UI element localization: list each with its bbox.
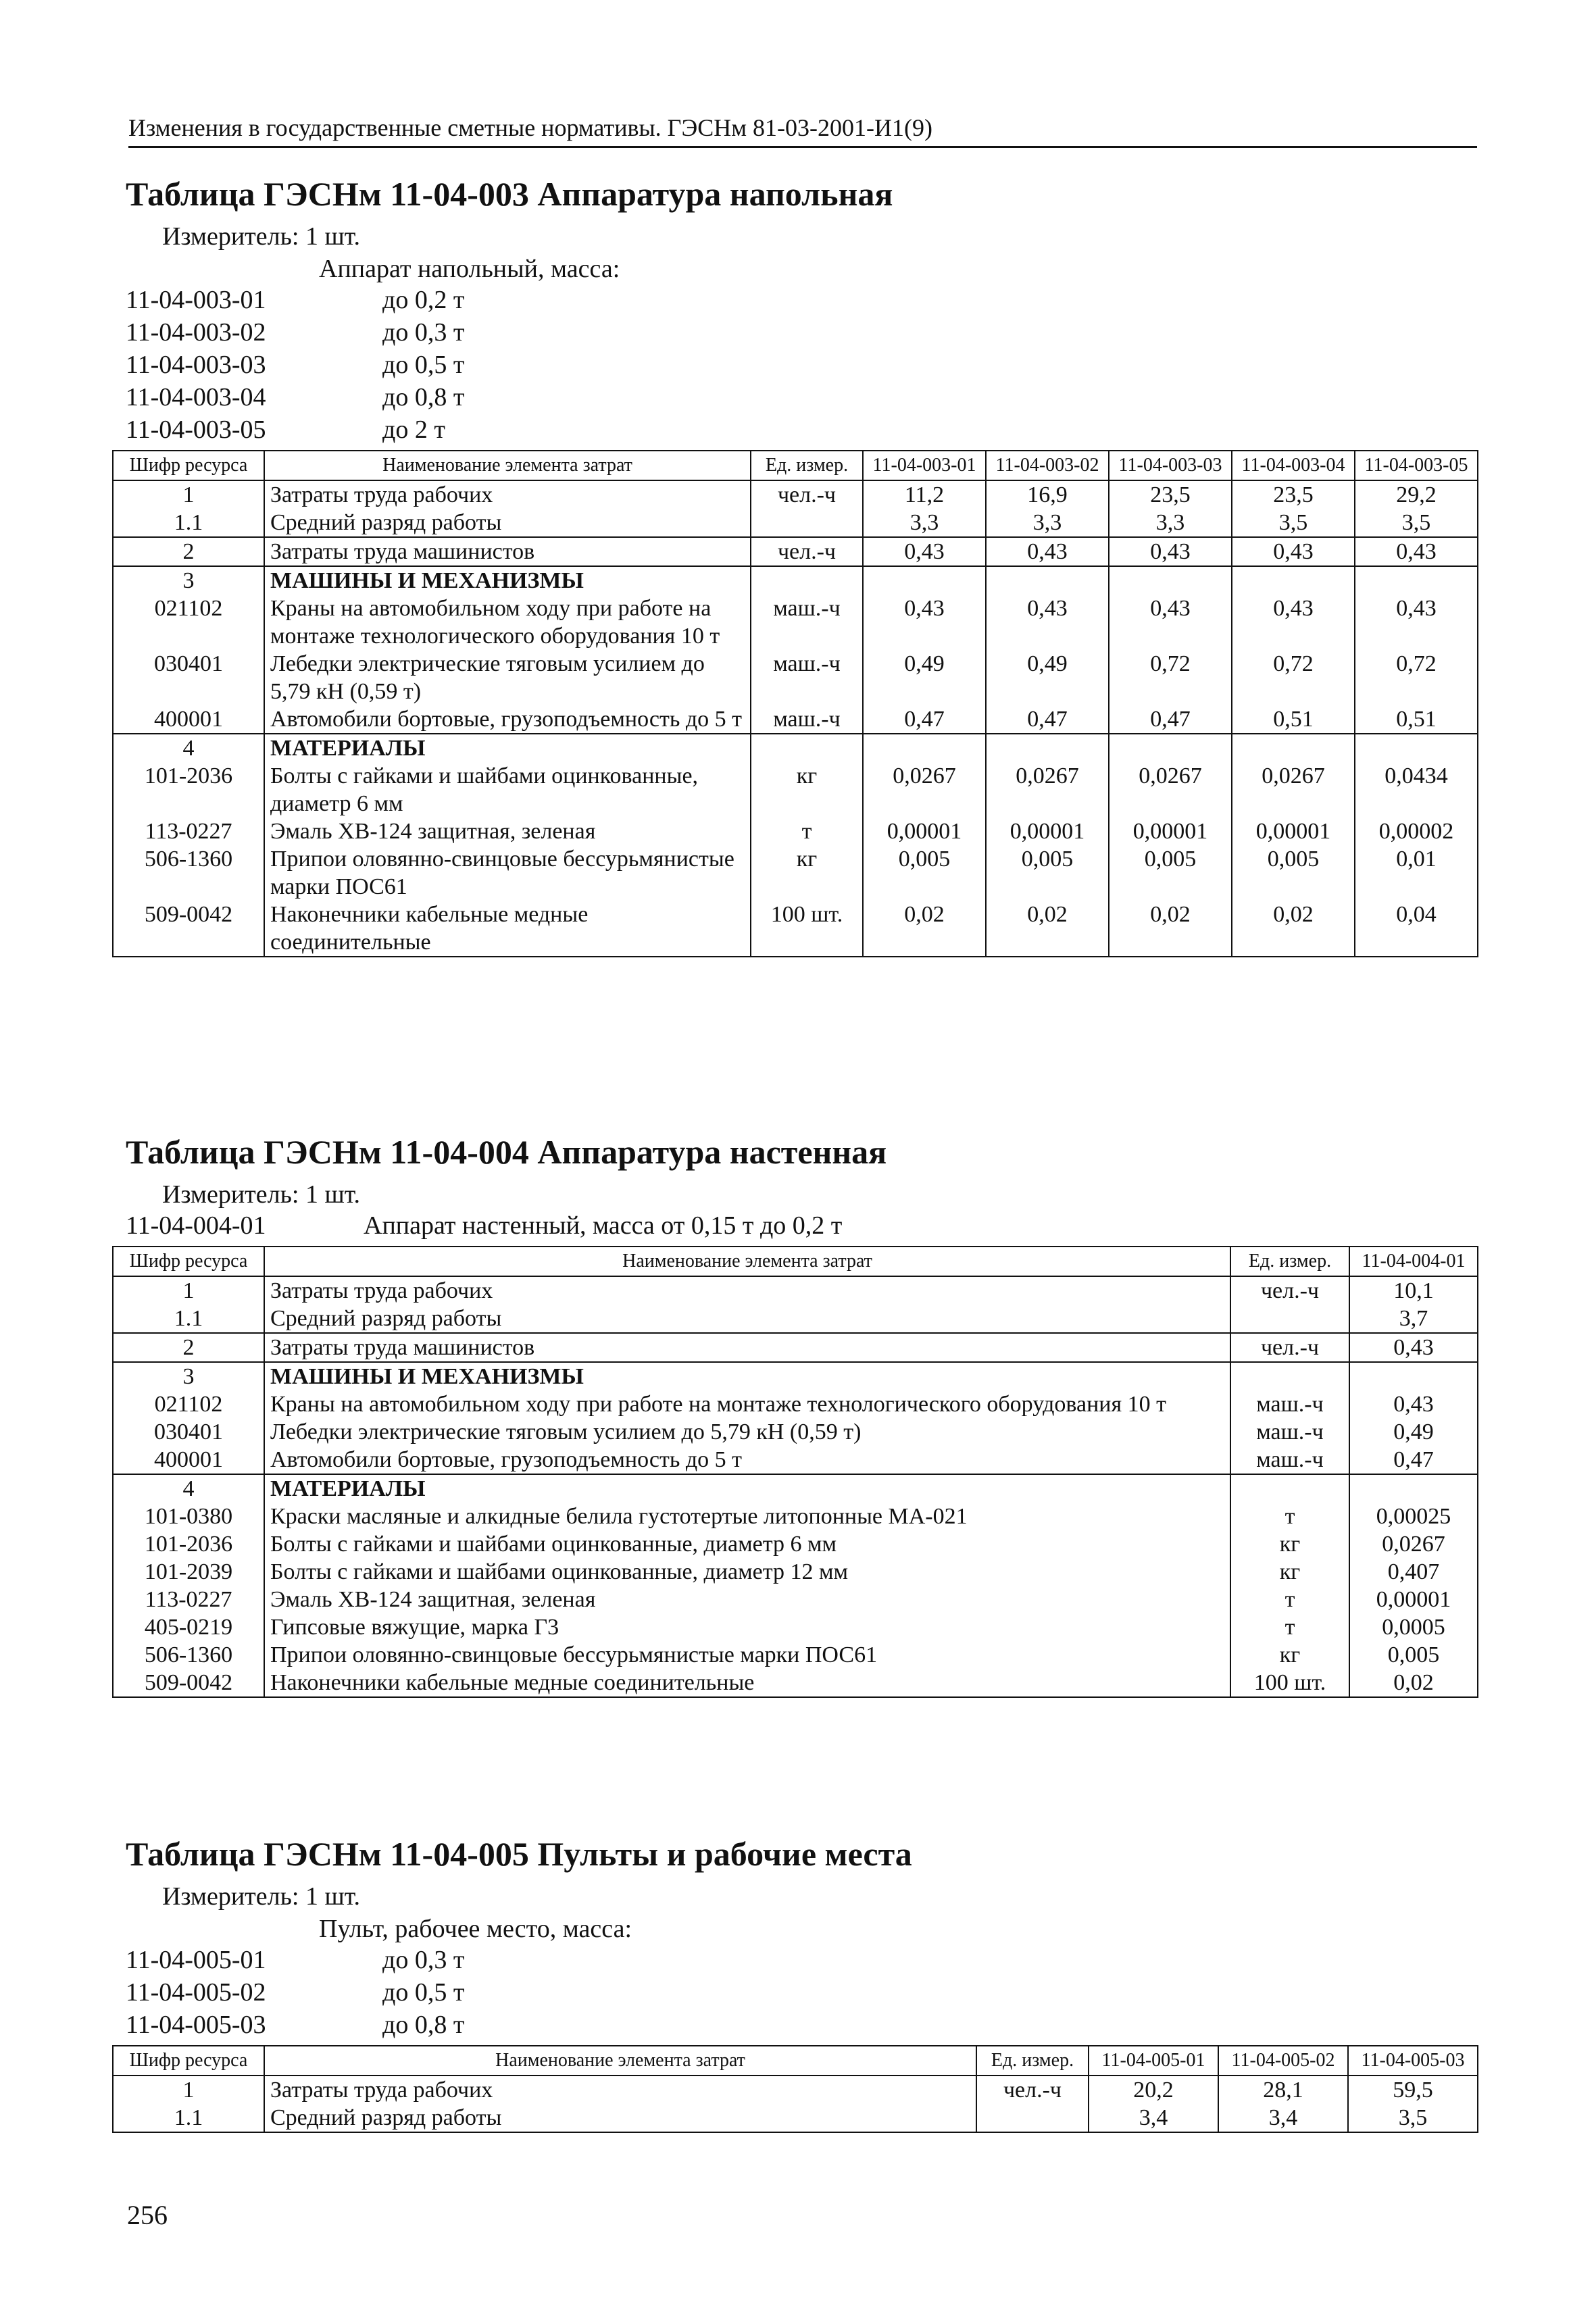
resource-name: Средний разряд работы [264, 1305, 1230, 1333]
table-row [113, 2104, 1478, 2132]
resource-code: 1.1 [113, 2104, 264, 2132]
norm-value: 0,0267 [863, 762, 986, 818]
header-code: Шифр ресурса [113, 1247, 264, 1276]
norm-value: 0,00001 [863, 818, 986, 845]
resource-name: Затраты труда рабочих [264, 2076, 976, 2104]
resource-name: Затраты труда рабочих [264, 1276, 1230, 1305]
header-norm-code: 11-04-005-02 [1218, 2046, 1348, 2076]
header-norm-code: 11-04-003-02 [986, 451, 1109, 480]
table-row [113, 566, 1478, 595]
norm-value [1349, 1474, 1478, 1503]
table-row [113, 1333, 1478, 1362]
resource-name: Эмаль ХВ-124 защитная, зеленая [264, 1586, 1230, 1613]
variant-value: до 0,8 т [382, 2011, 465, 2039]
table-row [113, 595, 1478, 650]
norm-value: 3,3 [1109, 509, 1232, 537]
resource-code: 1 [113, 2076, 264, 2104]
table-row [113, 1446, 1478, 1474]
resource-code: 1.1 [113, 1305, 264, 1333]
resource-unit: кг [751, 762, 863, 818]
table-row [113, 1503, 1478, 1530]
norm-value: 0,00001 [1232, 818, 1355, 845]
norm-value [1355, 734, 1478, 762]
norm-value [1355, 566, 1478, 595]
norm-value [1109, 734, 1232, 762]
variant-row [112, 349, 1477, 381]
variant-value: до 0,5 т [382, 1978, 465, 2007]
header-name: Наименование элемента затрат [264, 451, 751, 480]
norm-value [1232, 734, 1355, 762]
norm-value [1109, 566, 1232, 595]
resource-unit: чел.-ч [1230, 1276, 1349, 1305]
variant-row [112, 1976, 1477, 2009]
table-row [113, 845, 1478, 901]
meter-label: Измеритель: 1 шт. [162, 1882, 360, 1911]
resource-unit [751, 566, 863, 595]
norm-value: 0,0434 [1355, 762, 1478, 818]
resource-name: Болты с гайками и шайбами оцинкованные, диаметр 6 мм [264, 762, 751, 818]
variant-list [112, 284, 1477, 446]
norm-value: 23,5 [1109, 480, 1232, 509]
norm-value: 0,47 [1349, 1446, 1478, 1474]
subhead: Пульт, рабочее место, масса: [319, 1915, 632, 1943]
norm-value: 0,43 [863, 537, 986, 566]
norm-value: 0,0267 [1232, 762, 1355, 818]
running-header: Изменения в государственные сметные нормативы. ГЭСНм 81-03-2001-И1(9) [128, 114, 1477, 148]
variant-list [112, 1944, 1477, 2041]
norm-value [863, 734, 986, 762]
header-unit: Ед. измер. [976, 2046, 1089, 2076]
header-name: Наименование элемента затрат [264, 1247, 1230, 1276]
norm-value: 0,72 [1232, 650, 1355, 705]
resource-unit [976, 2104, 1089, 2132]
resource-code: 2 [113, 1333, 264, 1362]
variant-row [112, 381, 1477, 413]
norm-value: 0,72 [1355, 650, 1478, 705]
norm-value: 0,49 [1349, 1418, 1478, 1446]
resource-code: 1 [113, 1276, 264, 1305]
resource-unit: 100 шт. [1230, 1669, 1349, 1697]
table-row [113, 1613, 1478, 1641]
norm-value: 28,1 [1218, 2076, 1348, 2104]
norm-value: 0,005 [863, 845, 986, 901]
resource-unit: кг [1230, 1530, 1349, 1558]
norm-value: 0,02 [863, 901, 986, 957]
table-row [113, 734, 1478, 762]
norm-value: 0,005 [1109, 845, 1232, 901]
resource-code: 4 [113, 1474, 264, 1503]
resource-name: Гипсовые вяжущие, марка Г3 [264, 1613, 1230, 1641]
meter-label: Измеритель: 1 шт. [162, 222, 360, 251]
norm-value: 0,0005 [1349, 1613, 1478, 1641]
variant-list [112, 1209, 1477, 1242]
table-row [113, 1276, 1478, 1305]
norm-value: 3,3 [863, 509, 986, 537]
table-row [113, 2076, 1478, 2104]
norm-value: 0,51 [1355, 705, 1478, 734]
resource-name: Краны на автомобильном ходу при работе на монтаже технологического оборудования 10 т [264, 1390, 1230, 1418]
header-row [113, 1247, 1478, 1276]
norm-value [1232, 566, 1355, 595]
norm-value: 0,00025 [1349, 1503, 1478, 1530]
variant-code: 11-04-005-01 [126, 1946, 266, 1974]
resource-code: 506-1360 [113, 1641, 264, 1669]
norm-value: 0,00001 [1349, 1586, 1478, 1613]
norm-value: 0,0267 [986, 762, 1109, 818]
norm-value: 10,1 [1349, 1276, 1478, 1305]
header-code: Шифр ресурса [113, 2046, 264, 2076]
resource-code: 509-0042 [113, 1669, 264, 1697]
resource-name: Затраты труда машинистов [264, 537, 751, 566]
variant-code: 11-04-003-05 [126, 416, 266, 444]
norm-value: 0,43 [986, 537, 1109, 566]
resource-table [112, 450, 1478, 957]
resource-unit [751, 734, 863, 762]
resource-unit: т [751, 818, 863, 845]
norm-value: 0,00001 [1109, 818, 1232, 845]
norm-value: 0,43 [1349, 1333, 1478, 1362]
norm-value: 59,5 [1348, 2076, 1478, 2104]
variant-code: 11-04-003-01 [126, 286, 266, 314]
norm-value [986, 566, 1109, 595]
resource-name: МАТЕРИАЛЫ [264, 1474, 1230, 1503]
header-norm-code: 11-04-003-01 [863, 451, 986, 480]
resource-code: 3 [113, 566, 264, 595]
resource-table [112, 1246, 1478, 1698]
header-unit: Ед. измер. [1230, 1247, 1349, 1276]
resource-name: Затраты труда рабочих [264, 480, 751, 509]
norm-value: 0,72 [1109, 650, 1232, 705]
norm-value: 3,5 [1348, 2104, 1478, 2132]
norm-value: 0,43 [1109, 595, 1232, 650]
resource-unit [1230, 1362, 1349, 1390]
norm-value: 0,005 [986, 845, 1109, 901]
resource-unit: маш.-ч [751, 595, 863, 650]
variant-row [112, 1209, 1477, 1242]
norm-value: 0,43 [986, 595, 1109, 650]
resource-code: 400001 [113, 1446, 264, 1474]
variant-code: 11-04-005-03 [126, 2011, 266, 2039]
norm-value: 0,00001 [986, 818, 1109, 845]
table-row [113, 901, 1478, 957]
table-row [113, 762, 1478, 818]
norm-value: 0,005 [1232, 845, 1355, 901]
resource-code: 1.1 [113, 509, 264, 537]
resource-name: Краски масляные и алкидные белила густотертые литопонные МА-021 [264, 1503, 1230, 1530]
resource-unit: чел.-ч [1230, 1333, 1349, 1362]
variant-code: 11-04-003-03 [126, 351, 266, 379]
resource-unit: 100 шт. [751, 901, 863, 957]
resource-name: Автомобили бортовые, грузоподъемность до 5 т [264, 705, 751, 734]
variant-value: до 0,3 т [382, 1946, 465, 1974]
resource-code: 113-0227 [113, 1586, 264, 1613]
norm-value: 0,47 [863, 705, 986, 734]
norm-value: 23,5 [1232, 480, 1355, 509]
norm-value: 3,5 [1232, 509, 1355, 537]
resource-unit: т [1230, 1503, 1349, 1530]
norm-value: 0,49 [863, 650, 986, 705]
norm-value: 0,005 [1349, 1641, 1478, 1669]
resource-code: 101-2036 [113, 1530, 264, 1558]
norm-value: 0,43 [1355, 537, 1478, 566]
table-title: Таблица ГЭСНм 11-04-003 Аппаратура напольная [126, 175, 893, 213]
resource-unit: маш.-ч [751, 650, 863, 705]
norm-value: 3,4 [1089, 2104, 1218, 2132]
header-row [113, 451, 1478, 480]
resource-code: 506-1360 [113, 845, 264, 901]
table-row [113, 1641, 1478, 1669]
resource-code: 101-2036 [113, 762, 264, 818]
table-row [113, 1530, 1478, 1558]
variant-code: 11-04-003-04 [126, 383, 266, 411]
section-11-04-003 [112, 174, 1477, 957]
resource-name: Болты с гайками и шайбами оцинкованные, диаметр 12 мм [264, 1558, 1230, 1586]
norm-value: 0,43 [1349, 1390, 1478, 1418]
resource-name: Наконечники кабельные медные соединительные [264, 901, 751, 957]
norm-value: 3,3 [986, 509, 1109, 537]
resource-unit [1230, 1474, 1349, 1503]
resource-code: 113-0227 [113, 818, 264, 845]
resource-unit: чел.-ч [751, 537, 863, 566]
variant-value: до 0,3 т [382, 318, 465, 347]
norm-value: 16,9 [986, 480, 1109, 509]
resource-code: 021102 [113, 1390, 264, 1418]
header-norm-code: 11-04-005-01 [1089, 2046, 1218, 2076]
resource-name: МАШИНЫ И МЕХАНИЗМЫ [264, 566, 751, 595]
resource-name: Краны на автомобильном ходу при работе на монтаже технологического оборудования 10 т [264, 595, 751, 650]
table-row [113, 537, 1478, 566]
subhead: Аппарат напольный, масса: [319, 255, 620, 283]
resource-unit: маш.-ч [751, 705, 863, 734]
table-row [113, 509, 1478, 537]
norm-value: 0,43 [1355, 595, 1478, 650]
resource-table [112, 2045, 1478, 2133]
resource-name: Средний разряд работы [264, 509, 751, 537]
variant-value: до 0,5 т [382, 351, 465, 379]
table-row [113, 650, 1478, 705]
table-row [113, 818, 1478, 845]
resource-code: 1 [113, 480, 264, 509]
resource-code: 3 [113, 1362, 264, 1390]
norm-value: 0,49 [986, 650, 1109, 705]
variant-code: 11-04-003-02 [126, 318, 266, 347]
table-row [113, 1362, 1478, 1390]
norm-value: 0,43 [863, 595, 986, 650]
resource-name: Болты с гайками и шайбами оцинкованные, диаметр 6 мм [264, 1530, 1230, 1558]
resource-code: 101-2039 [113, 1558, 264, 1586]
resource-unit: кг [1230, 1641, 1349, 1669]
table-title: Таблица ГЭСНм 11-04-005 Пульты и рабочие места [126, 1835, 912, 1873]
resource-code: 4 [113, 734, 264, 762]
variant-row [112, 413, 1477, 446]
resource-name: МАТЕРИАЛЫ [264, 734, 751, 762]
norm-value: 0,51 [1232, 705, 1355, 734]
resource-name: Припои оловянно-свинцовые бессурьмянистые марки ПОС61 [264, 1641, 1230, 1669]
norm-value: 0,43 [1232, 595, 1355, 650]
table-row [113, 705, 1478, 734]
norm-value: 0,43 [1109, 537, 1232, 566]
resource-name: МАШИНЫ И МЕХАНИЗМЫ [264, 1362, 1230, 1390]
norm-value [1349, 1362, 1478, 1390]
resource-code: 021102 [113, 595, 264, 650]
resource-unit: кг [751, 845, 863, 901]
resource-code: 509-0042 [113, 901, 264, 957]
variant-value: до 0,8 т [382, 383, 465, 411]
section-11-04-004 [112, 1132, 1477, 1698]
table-row [113, 480, 1478, 509]
header-code: Шифр ресурса [113, 451, 264, 480]
header-norm-code: 11-04-003-04 [1232, 451, 1355, 480]
norm-value: 0,00002 [1355, 818, 1478, 845]
header-row [113, 2046, 1478, 2076]
norm-value: 20,2 [1089, 2076, 1218, 2104]
resource-code: 030401 [113, 650, 264, 705]
norm-value [986, 734, 1109, 762]
variant-row [112, 316, 1477, 349]
norm-value: 0,407 [1349, 1558, 1478, 1586]
variant-row [112, 284, 1477, 316]
norm-value: 0,43 [1232, 537, 1355, 566]
norm-value [863, 566, 986, 595]
norm-value: 3,4 [1218, 2104, 1348, 2132]
table-title: Таблица ГЭСНм 11-04-004 Аппаратура настенная [126, 1133, 887, 1171]
table-row [113, 1669, 1478, 1697]
resource-name: Автомобили бортовые, грузоподъемность до 5 т [264, 1446, 1230, 1474]
header-unit: Ед. измер. [751, 451, 863, 480]
table-row [113, 1418, 1478, 1446]
variant-code: 11-04-005-02 [126, 1978, 266, 2007]
norm-value: 0,02 [1109, 901, 1232, 957]
norm-value: 0,02 [986, 901, 1109, 957]
resource-name: Эмаль ХВ-124 защитная, зеленая [264, 818, 751, 845]
resource-code: 405-0219 [113, 1613, 264, 1641]
norm-value: 0,01 [1355, 845, 1478, 901]
resource-name: Припои оловянно-свинцовые бессурьмянистые марки ПОС61 [264, 845, 751, 901]
norm-value: 0,02 [1232, 901, 1355, 957]
header-norm-code: 11-04-003-05 [1355, 451, 1478, 480]
variant-value: до 2 т [382, 416, 445, 444]
norm-value: 3,5 [1355, 509, 1478, 537]
norm-value: 0,0267 [1109, 762, 1232, 818]
norm-value: 29,2 [1355, 480, 1478, 509]
variant-value: до 0,2 т [382, 286, 465, 314]
variant-value: Аппарат настенный, масса от 0,15 т до 0,2 т [364, 1211, 843, 1240]
header-norm-code: 11-04-003-03 [1109, 451, 1232, 480]
resource-unit: маш.-ч [1230, 1390, 1349, 1418]
norm-value: 0,47 [986, 705, 1109, 734]
table-row [113, 1558, 1478, 1586]
norm-value: 0,04 [1355, 901, 1478, 957]
norm-value: 3,7 [1349, 1305, 1478, 1333]
page-number: 256 [127, 2200, 168, 2230]
resource-unit: маш.-ч [1230, 1418, 1349, 1446]
resource-name: Средний разряд работы [264, 2104, 976, 2132]
resource-unit [751, 509, 863, 537]
resource-code: 030401 [113, 1418, 264, 1446]
norm-value: 0,47 [1109, 705, 1232, 734]
resource-unit [1230, 1305, 1349, 1333]
header-norm-code: 11-04-004-01 [1349, 1247, 1478, 1276]
table-row [113, 1305, 1478, 1333]
section-11-04-005 [112, 1834, 1477, 2133]
table-row [113, 1390, 1478, 1418]
norm-value: 0,0267 [1349, 1530, 1478, 1558]
meter-label: Измеритель: 1 шт. [162, 1180, 360, 1209]
resource-name: Лебедки электрические тяговым усилием до 5,79 кН (0,59 т) [264, 650, 751, 705]
norm-value: 11,2 [863, 480, 986, 509]
resource-name: Затраты труда машинистов [264, 1333, 1230, 1362]
variant-row [112, 1944, 1477, 1976]
resource-unit: т [1230, 1613, 1349, 1641]
resource-unit: кг [1230, 1558, 1349, 1586]
resource-code: 400001 [113, 705, 264, 734]
resource-code: 2 [113, 537, 264, 566]
resource-name: Наконечники кабельные медные соединительные [264, 1669, 1230, 1697]
resource-unit: чел.-ч [976, 2076, 1089, 2104]
resource-unit: маш.-ч [1230, 1446, 1349, 1474]
resource-unit: чел.-ч [751, 480, 863, 509]
variant-row [112, 2009, 1477, 2041]
resource-name: Лебедки электрические тяговым усилием до 5,79 кН (0,59 т) [264, 1418, 1230, 1446]
header-name: Наименование элемента затрат [264, 2046, 976, 2076]
table-row [113, 1474, 1478, 1503]
norm-value: 0,02 [1349, 1669, 1478, 1697]
resource-unit: т [1230, 1586, 1349, 1613]
header-norm-code: 11-04-005-03 [1348, 2046, 1478, 2076]
table-row [113, 1586, 1478, 1613]
resource-code: 101-0380 [113, 1503, 264, 1530]
variant-code: 11-04-004-01 [126, 1211, 266, 1240]
